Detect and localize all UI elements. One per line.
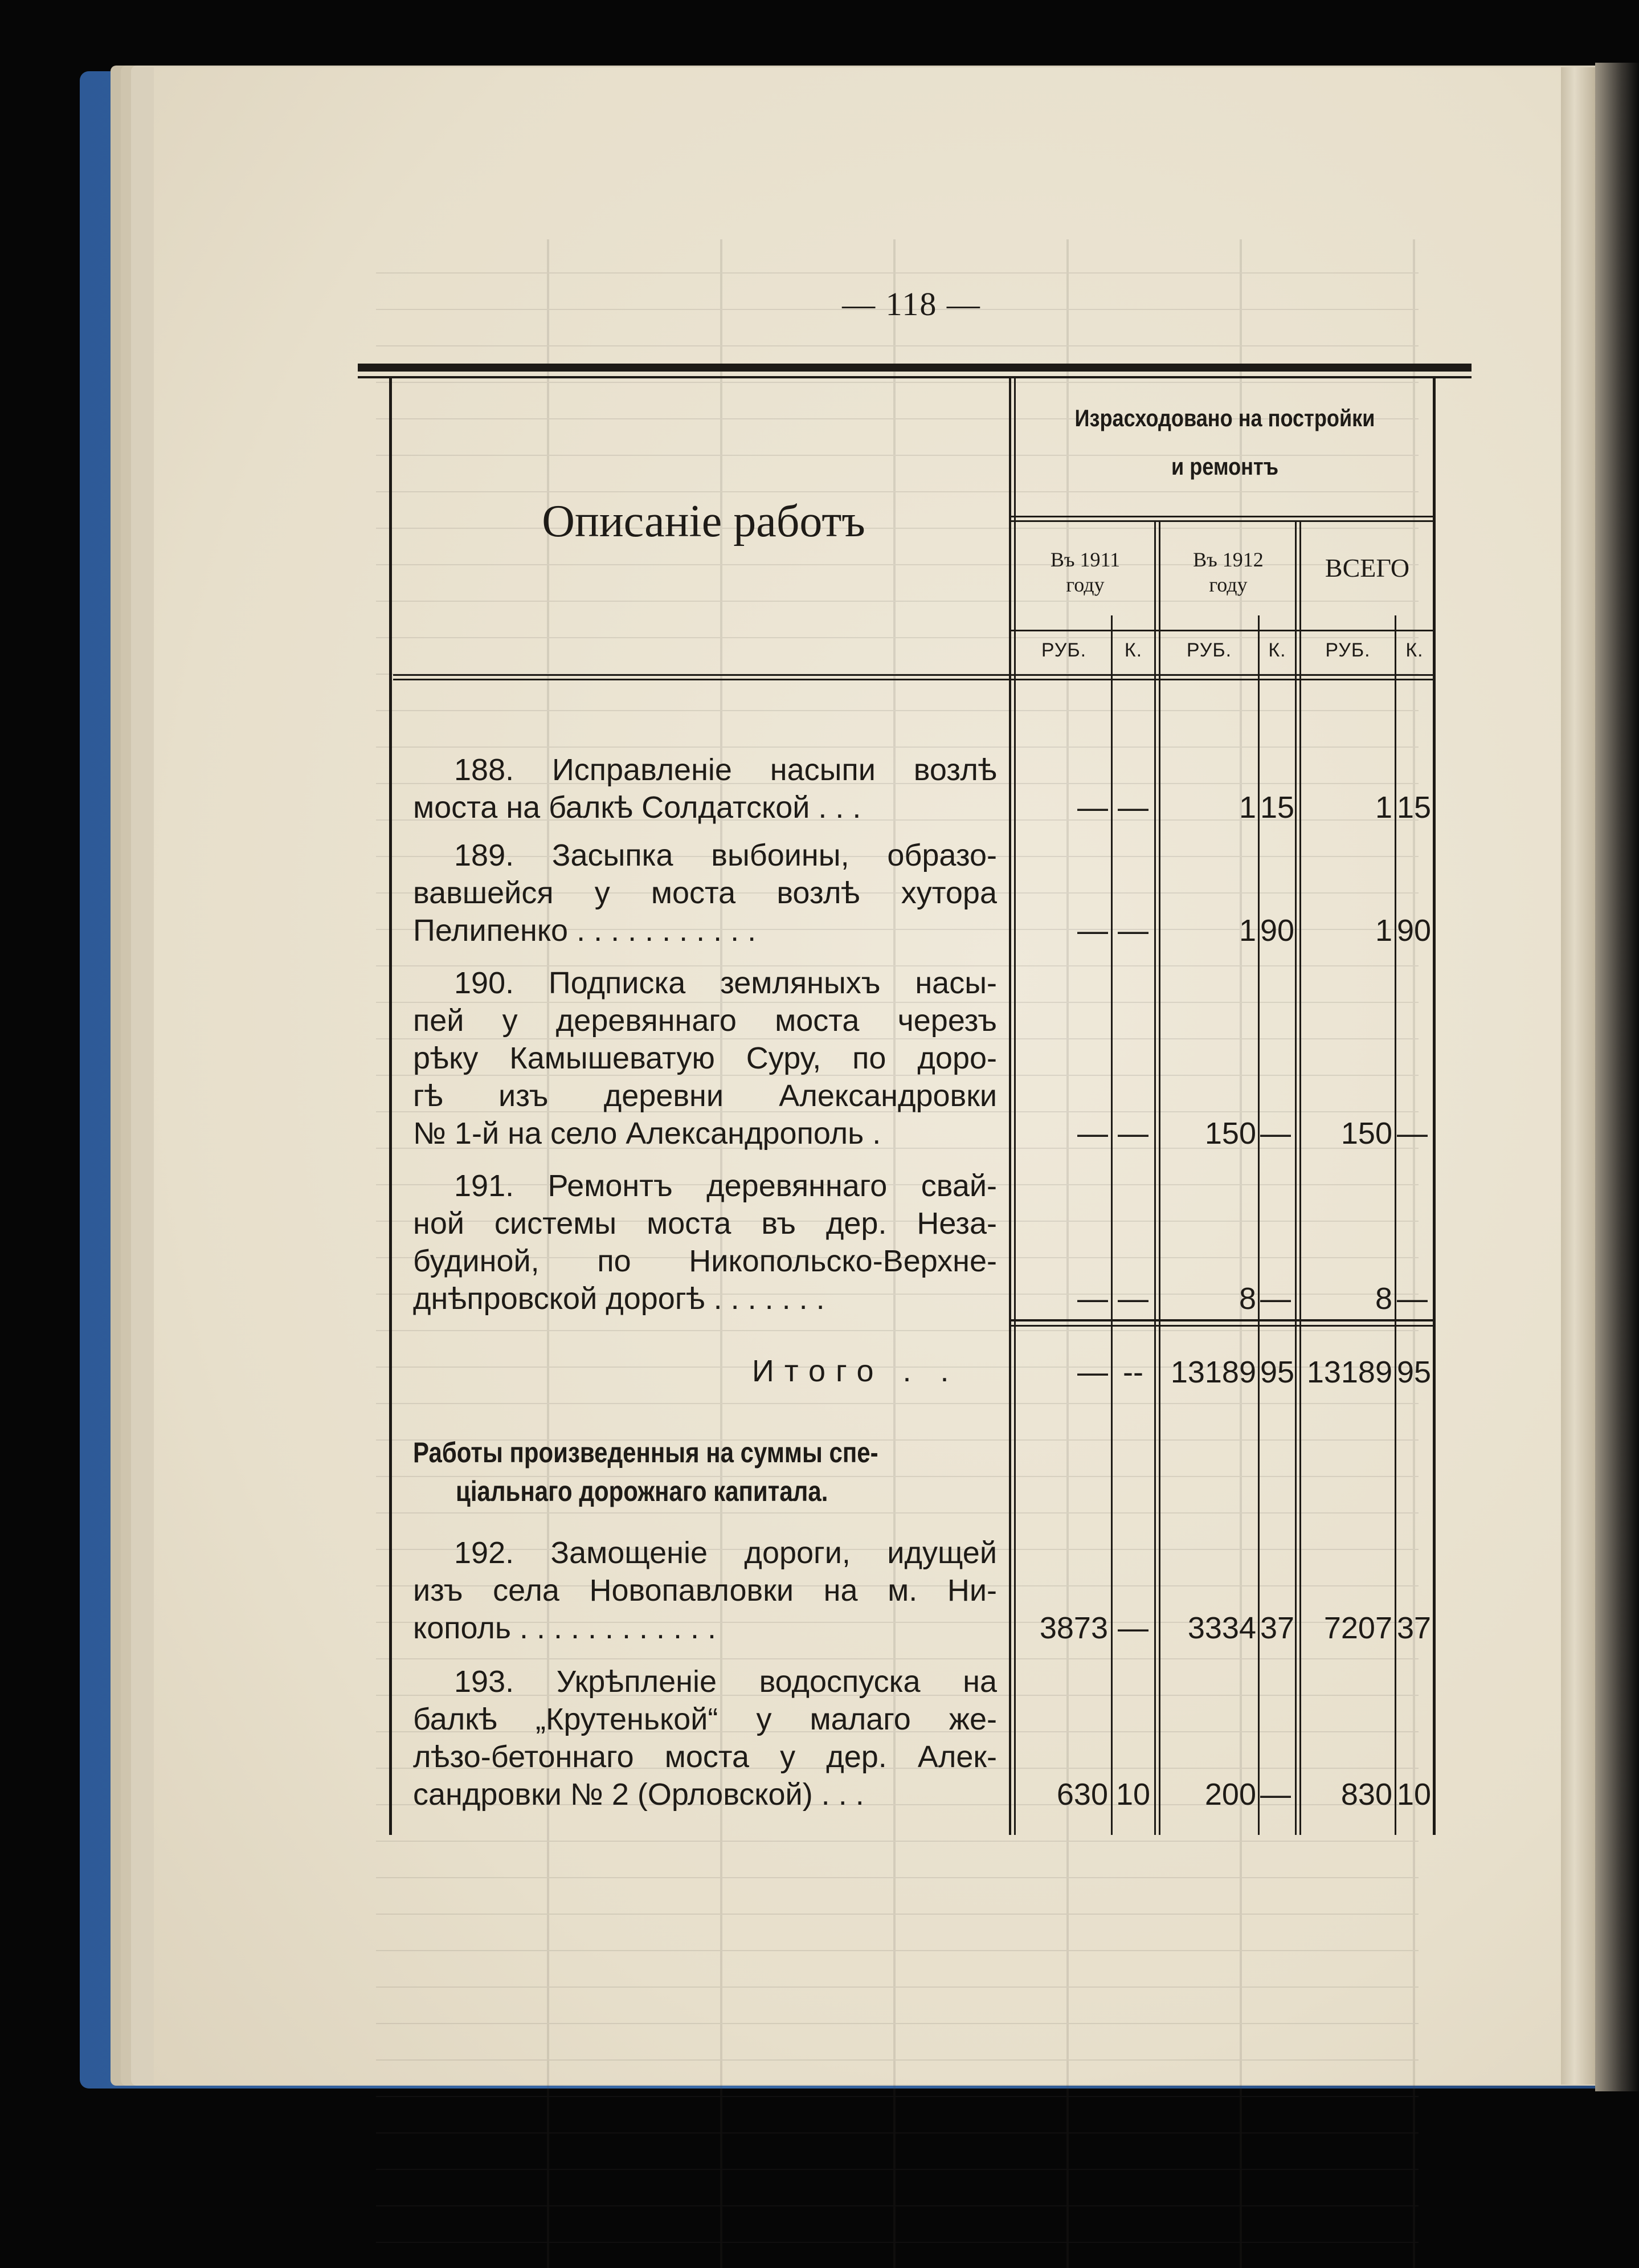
entry-192-line-3: кополь . . . . . . . . . . . .: [413, 1611, 717, 1645]
spent-header-line-1: Израсходовано на постройки: [1074, 405, 1375, 431]
description-column-header: Описаніе работъ: [542, 496, 865, 546]
entry-189-rub-total: 1: [1375, 913, 1392, 948]
table-right-rule: [1433, 376, 1436, 1835]
entry-189-line-1: 189. Засыпка выбоины, образо-: [454, 838, 997, 872]
entry-191-line-3: будиной, по Никопольско-Верхне-: [413, 1244, 997, 1278]
year-1911-header: [1017, 547, 1154, 597]
entry-193-line-1: 193. Укрѣпленіе водоспуска на: [454, 1665, 997, 1699]
entry-190-rub-1911: —: [1077, 1116, 1108, 1151]
unit-kop-1911: К.: [1124, 639, 1143, 661]
entry-189-line-3: Пелипенко . . . . . . . . . . .: [413, 913, 757, 948]
total-header: ВСЕГО: [1325, 553, 1410, 582]
kopek-total-rule: [1395, 615, 1396, 1835]
header-bottom-rule-2: [393, 679, 1436, 680]
spine-shadow: [1595, 63, 1639, 2091]
entry-190-rub-total: 150: [1340, 1116, 1392, 1151]
entry-193-rub-total: 830: [1340, 1777, 1392, 1812]
special-heading-line-1: Работы произведенныя на суммы спе-: [413, 1437, 878, 1469]
itogo-rub-1911: —: [1077, 1355, 1108, 1389]
entry-193-rub-1911: 630: [1056, 1777, 1108, 1812]
entry-190-line-4: гѣ изъ деревни Александровки: [413, 1079, 997, 1113]
spent-header-line-2: и ремонтъ: [1171, 453, 1279, 480]
description-column-rule: [1009, 376, 1011, 1835]
entry-188-rub-1912: 1: [1239, 790, 1256, 825]
spent-header-rule: [1011, 516, 1436, 517]
itogo-kop-1911: --: [1123, 1355, 1143, 1389]
entry-193-kop-1911: 10: [1115, 1777, 1151, 1812]
year-1911-label: Въ 1911: [1050, 548, 1121, 571]
entry-190-line-2: пей у деревяннаго моста черезъ: [413, 1004, 997, 1038]
itogo-rule-2: [1009, 1325, 1436, 1327]
entry-188-rub-total: 1: [1375, 790, 1392, 825]
description-column-rule-2: [1014, 376, 1016, 1835]
year-1912-rule-2: [1159, 521, 1160, 1835]
entry-193-kop-total: 10: [1397, 1777, 1432, 1812]
entry-192-rub-1911: 3873: [1039, 1611, 1108, 1645]
entry-193-kop-1912: —: [1260, 1777, 1291, 1812]
entry-193-line-3: лѣзо-бетоннаго моста у дер. Алек-: [413, 1740, 997, 1774]
unit-rub-1911: РУБ.: [1041, 639, 1087, 661]
kopek-1911-rule: [1111, 615, 1113, 1835]
entry-190-kop-1911: —: [1118, 1116, 1148, 1151]
entry-193-rub-1912: 200: [1204, 1777, 1256, 1812]
itogo-kop-1912: 95: [1260, 1355, 1295, 1389]
entry-189-rub-1911: —: [1077, 913, 1108, 948]
entry-192-kop-1912: 37: [1260, 1611, 1295, 1645]
entry-192-rub-1912: 3334: [1187, 1611, 1256, 1645]
year-1911-sub: году: [1066, 573, 1105, 596]
entry-190-line-3: рѣку Камышеватую Суру, по доро-: [413, 1041, 997, 1075]
entry-191-rub-1912: 8: [1239, 1282, 1256, 1316]
unit-rub-total: РУБ.: [1325, 639, 1371, 661]
itogo-rub-total: 13189: [1306, 1355, 1392, 1389]
entry-191-kop-1911: —: [1118, 1282, 1148, 1316]
entry-189-kop-1912: 90: [1260, 913, 1295, 948]
entry-191-rub-total: 8: [1375, 1282, 1392, 1316]
year-1912-header: [1162, 547, 1294, 597]
table-top-rule-thin: [358, 376, 1472, 378]
entry-193-line-4: сандровки № 2 (Орловской) . . .: [413, 1777, 864, 1812]
itogo-rub-1912: 13189: [1170, 1355, 1256, 1389]
entry-191-line-4: днѣпровской дорогѣ . . . . . . .: [413, 1282, 825, 1316]
unit-row-rule: [1011, 630, 1436, 631]
special-heading-line-2: ціальнаго дорожнаго капитала.: [456, 1475, 828, 1507]
itogo-kop-total: 95: [1397, 1355, 1432, 1389]
entry-188-kop-total: 15: [1397, 790, 1432, 825]
total-column-rule: [1295, 521, 1297, 1835]
entry-188-kop-1911: —: [1118, 790, 1148, 825]
entry-192-kop-total: 37: [1397, 1611, 1432, 1645]
entry-192-line-2: изъ села Новопавловки на м. Ни-: [413, 1573, 997, 1608]
page-number: — 118 —: [842, 285, 981, 323]
entry-190-rub-1912: 150: [1204, 1116, 1256, 1151]
unit-rub-1912: РУБ.: [1186, 639, 1232, 661]
table-left-rule: [389, 376, 392, 1835]
entry-191-rub-1911: —: [1077, 1282, 1108, 1316]
entry-189-rub-1912: 1: [1239, 913, 1256, 948]
entry-192-rub-total: 7207: [1323, 1611, 1392, 1645]
year-1912-label: Въ 1912: [1193, 548, 1264, 571]
entry-190-kop-1912: —: [1260, 1116, 1291, 1151]
entry-189-line-2: вавшейся у моста возлѣ хутора: [413, 876, 997, 910]
header-bottom-rule: [393, 674, 1436, 676]
itogo-label: Итого . .: [752, 1354, 959, 1388]
entry-188-line-2: моста на балкѣ Солдатской . . .: [413, 790, 861, 825]
kopek-1912-rule: [1258, 615, 1260, 1835]
entry-190-line-5: № 1-й на село Александрополь .: [413, 1116, 881, 1151]
entry-191-kop-total: —: [1397, 1282, 1428, 1316]
entry-190-line-1: 190. Подписка земляныхъ насы-: [454, 966, 997, 1000]
entry-192-line-1: 192. Замощеніе дороги, идущей: [454, 1536, 997, 1570]
spent-header-rule-2: [1011, 520, 1436, 522]
entry-191-line-1: 191. Ремонтъ деревяннаго свай-: [454, 1169, 997, 1203]
entry-192-kop-1911: —: [1118, 1611, 1148, 1645]
entry-193-line-2: балкѣ „Крутенькой“ у малаго же-: [413, 1702, 997, 1736]
year-1912-rule: [1154, 521, 1156, 1835]
entry-189-kop-1911: —: [1118, 913, 1148, 948]
entry-191-line-2: ной системы моста въ дер. Неза-: [413, 1206, 997, 1241]
entry-190-kop-total: —: [1397, 1116, 1428, 1151]
year-1912-sub: году: [1209, 573, 1248, 596]
entry-188-line-1: 188. Исправленіе насыпи возлѣ: [454, 753, 997, 787]
table-top-rule: [358, 364, 1472, 372]
unit-kop-total: К.: [1405, 639, 1424, 661]
entry-188-kop-1912: 15: [1260, 790, 1295, 825]
entry-188-rub-1911: —: [1077, 790, 1108, 825]
entry-189-kop-total: 90: [1397, 913, 1432, 948]
entry-191-kop-1912: —: [1260, 1282, 1291, 1316]
page-gutter: [1561, 67, 1595, 2085]
itogo-rule: [1009, 1319, 1436, 1321]
total-column-rule-2: [1299, 521, 1301, 1835]
unit-kop-1912: К.: [1268, 639, 1286, 661]
